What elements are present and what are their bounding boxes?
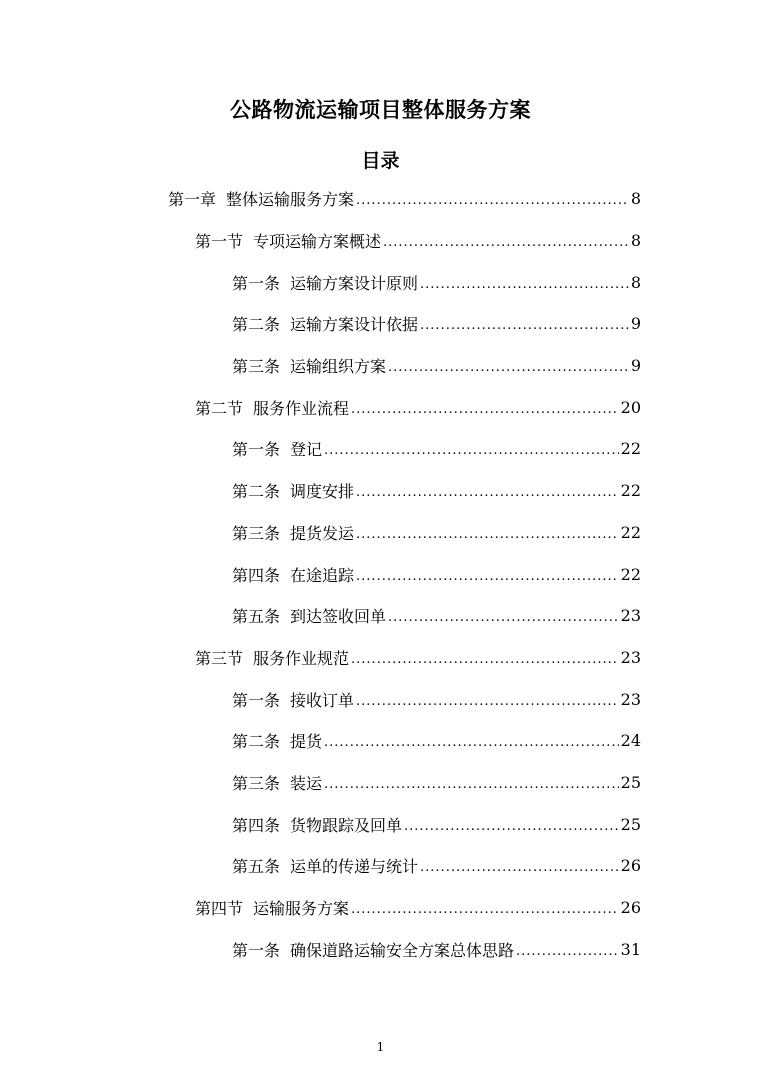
toc-entry-number: 第一节 bbox=[195, 232, 244, 252]
toc-entry[interactable] bbox=[232, 553, 641, 595]
toc-entry[interactable] bbox=[232, 512, 641, 554]
toc-entry-page: 23 bbox=[620, 689, 641, 709]
toc-leader-dots bbox=[356, 569, 619, 584]
toc-entry-number: 第三条 bbox=[232, 357, 281, 377]
toc-entry[interactable] bbox=[168, 178, 641, 220]
toc-entry[interactable] bbox=[232, 345, 641, 387]
toc-entry-title: 服务作业规范 bbox=[253, 648, 350, 668]
toc-entry-title: 在途追踪 bbox=[290, 565, 355, 585]
toc-entry[interactable] bbox=[232, 595, 641, 637]
toc-leader-dots bbox=[356, 527, 619, 542]
toc-leader-dots bbox=[324, 777, 619, 792]
toc-entry[interactable] bbox=[232, 803, 641, 845]
toc-entry-number: 第五条 bbox=[232, 857, 281, 877]
toc-leader-dots bbox=[351, 902, 619, 917]
toc-entry-number: 第四条 bbox=[232, 815, 281, 835]
toc-entry-number: 第三节 bbox=[195, 648, 244, 668]
toc-entry[interactable] bbox=[232, 470, 641, 512]
toc-entry[interactable] bbox=[195, 637, 641, 679]
toc-entry-page: 25 bbox=[620, 814, 641, 834]
toc-entry-page: 9 bbox=[630, 356, 641, 376]
toc-leader-dots bbox=[351, 652, 619, 667]
toc-entry-number: 第二条 bbox=[232, 732, 281, 752]
toc-entry-page: 26 bbox=[620, 856, 641, 876]
toc-entry-title: 整体运输服务方案 bbox=[226, 190, 355, 210]
toc-leader-dots bbox=[420, 318, 629, 333]
toc-entry-number: 第一条 bbox=[232, 440, 281, 460]
toc-entry-page: 22 bbox=[620, 439, 641, 459]
toc-entry[interactable] bbox=[232, 720, 641, 762]
toc-entry-page: 23 bbox=[620, 647, 641, 667]
toc-entry-number: 第二条 bbox=[232, 482, 281, 502]
table-of-contents bbox=[0, 178, 761, 970]
toc-entry[interactable] bbox=[232, 678, 641, 720]
toc-entry-page: 23 bbox=[620, 606, 641, 626]
toc-entry[interactable] bbox=[232, 762, 641, 804]
toc-entry[interactable] bbox=[232, 928, 641, 970]
toc-entry-number: 第一章 bbox=[168, 190, 217, 210]
toc-entry-page: 8 bbox=[630, 231, 641, 251]
toc-entry-page: 9 bbox=[630, 314, 641, 334]
toc-entry-page: 8 bbox=[630, 189, 641, 209]
toc-entry-title: 服务作业流程 bbox=[253, 398, 350, 418]
toc-entry-title: 专项运输方案概述 bbox=[253, 232, 382, 252]
toc-entry-number: 第五条 bbox=[232, 607, 281, 627]
toc-heading: 目录 bbox=[361, 150, 400, 172]
toc-leader-dots bbox=[388, 610, 619, 625]
toc-entry[interactable] bbox=[195, 386, 641, 428]
toc-entry-number: 第三条 bbox=[232, 773, 281, 793]
document-title: 公路物流运输项目整体服务方案 bbox=[230, 98, 531, 122]
toc-entry[interactable] bbox=[195, 220, 641, 262]
toc-entry[interactable] bbox=[232, 845, 641, 887]
toc-leader-dots bbox=[356, 485, 619, 500]
toc-entry-page: 22 bbox=[620, 564, 641, 584]
toc-entry-title: 运输组织方案 bbox=[290, 357, 387, 377]
toc-leader-dots bbox=[324, 443, 619, 458]
toc-entry[interactable] bbox=[232, 303, 641, 345]
toc-leader-dots bbox=[351, 402, 619, 417]
toc-leader-dots bbox=[420, 860, 619, 875]
toc-leader-dots bbox=[516, 944, 619, 959]
toc-entry-page: 20 bbox=[620, 397, 641, 417]
toc-entry-title: 运输方案设计原则 bbox=[290, 273, 419, 293]
toc-entry-title: 运输服务方案 bbox=[253, 899, 350, 919]
toc-entry-number: 第一条 bbox=[232, 690, 281, 710]
toc-entry-title: 登记 bbox=[290, 440, 323, 460]
toc-leader-dots bbox=[420, 277, 629, 292]
toc-entry-page: 8 bbox=[630, 272, 641, 292]
toc-entry-title: 调度安排 bbox=[290, 482, 355, 502]
toc-leader-dots bbox=[388, 360, 629, 375]
toc-entry-page: 25 bbox=[620, 772, 641, 792]
toc-entry-page: 31 bbox=[620, 939, 641, 959]
toc-entry-title: 装运 bbox=[290, 773, 323, 793]
toc-entry[interactable] bbox=[232, 261, 641, 303]
toc-entry-page: 22 bbox=[620, 481, 641, 501]
toc-entry-title: 货物跟踪及回单 bbox=[290, 815, 403, 835]
page-number: 1 bbox=[376, 1040, 385, 1054]
toc-entry-title: 运单的传递与统计 bbox=[290, 857, 419, 877]
toc-entry-page: 22 bbox=[620, 522, 641, 542]
toc-entry-title: 运输方案设计依据 bbox=[290, 315, 419, 335]
toc-entry-number: 第四条 bbox=[232, 565, 281, 585]
toc-leader-dots bbox=[404, 819, 619, 834]
toc-leader-dots bbox=[324, 735, 619, 750]
toc-entry-number: 第三条 bbox=[232, 523, 281, 543]
toc-entry-title: 到达签收回单 bbox=[290, 607, 387, 627]
toc-entry-page: 26 bbox=[620, 898, 641, 918]
toc-entry-title: 提货 bbox=[290, 732, 323, 752]
toc-leader-dots bbox=[356, 694, 619, 709]
toc-entry-number: 第二条 bbox=[232, 315, 281, 335]
toc-entry-title: 接收订单 bbox=[290, 690, 355, 710]
toc-entry-title: 确保道路运输安全方案总体思路 bbox=[290, 940, 515, 960]
toc-entry-number: 第二节 bbox=[195, 398, 244, 418]
toc-leader-dots bbox=[383, 235, 629, 250]
toc-entry-page: 24 bbox=[620, 731, 641, 751]
toc-entry-title: 提货发运 bbox=[290, 523, 355, 543]
toc-entry-number: 第一条 bbox=[232, 273, 281, 293]
toc-entry[interactable] bbox=[195, 887, 641, 929]
toc-entry-number: 第一条 bbox=[232, 940, 281, 960]
toc-entry[interactable] bbox=[232, 428, 641, 470]
toc-entry-number: 第四节 bbox=[195, 899, 244, 919]
toc-leader-dots bbox=[356, 193, 629, 208]
